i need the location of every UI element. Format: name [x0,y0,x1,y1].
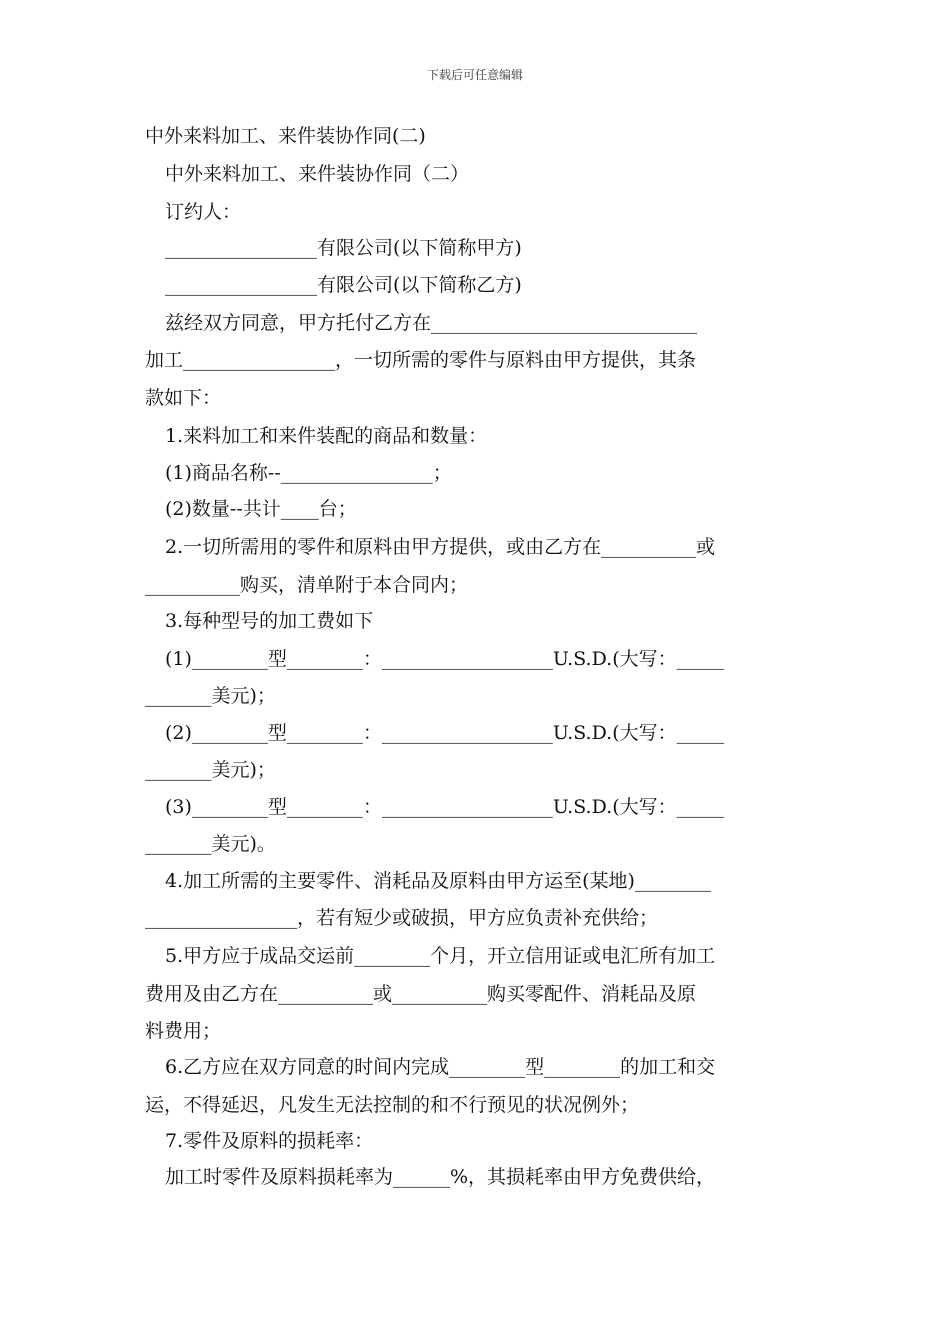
clause-2-line-2: __________购买，清单附于本合同内； [145,574,469,596]
clause-6-line-1: 6.乙方应在双方同意的时间内完成________型________的加工和交 [165,1056,716,1078]
clause-4-line-2: ________________，若有短少或破损，甲方应负责补充供给； [145,907,659,929]
document-title: 中外来料加工、来件装协作同(二) [145,125,426,147]
clause-5-line-2: 费用及由乙方在__________或__________购买零配件、消耗品及原 [145,983,697,1005]
clause-7-heading: 7.零件及原料的损耗率： [165,1130,374,1152]
clause-1-item-2: (2)数量--共计____台； [165,498,357,520]
clause-6-line-2: 运，不得延迟，凡发生无法控制的和不行预见的状况例外； [145,1094,640,1116]
fee-item-1-line-2: _______美元)； [145,685,276,707]
fee-item-3-line-2: _______美元)。 [145,833,276,855]
subtitle-line: 中外来料加工、来件装协作同（二） [165,163,470,185]
page-header: 下载后可任意编辑 [426,68,523,82]
clause-2-line-1: 2.一切所需用的零件和原料由甲方提供，或由乙方在__________或 [165,536,716,558]
fee-item-2-line-1: (2)________型________：__________________U.S.D.(大写：_____ [165,722,725,744]
clause-1-item-1: (1)商品名称--________________； [165,462,452,484]
clause-5-line-1: 5.甲方应于成品交运前________个月，开立信用证或电汇所有加工 [165,945,716,967]
parties-label: 订约人： [165,201,242,223]
party-a-line: ________________有限公司(以下简称甲方) [165,237,522,259]
intro-line-1: 兹经双方同意，甲方托付乙方在____________________________ [165,312,698,334]
intro-line-3: 款如下： [145,387,222,409]
clause-1-heading: 1.来料加工和来件装配的商品和数量： [165,425,488,447]
clause-7-line-1: 加工时零件及原料损耗率为______%，其损耗率由甲方免费供给， [165,1166,716,1188]
fee-item-3-line-1: (3)________型________：__________________U.S.D.(大写：_____ [165,796,725,818]
party-b-line: ________________有限公司(以下简称乙方) [165,274,522,296]
clause-3-heading: 3.每种型号的加工费如下 [165,610,374,632]
fee-item-2-line-2: _______美元)； [145,759,276,781]
intro-line-2: 加工________________，一切所需的零件与原料由甲方提供，其条 [145,349,697,371]
clause-4-line-1: 4.加工所需的主要零件、消耗品及原料由甲方运至(某地)________ [165,870,711,892]
clause-5-line-3: 料费用； [145,1020,222,1042]
fee-item-1-line-1: (1)________型________：__________________U.S.D.(大写：_____ [165,648,725,670]
